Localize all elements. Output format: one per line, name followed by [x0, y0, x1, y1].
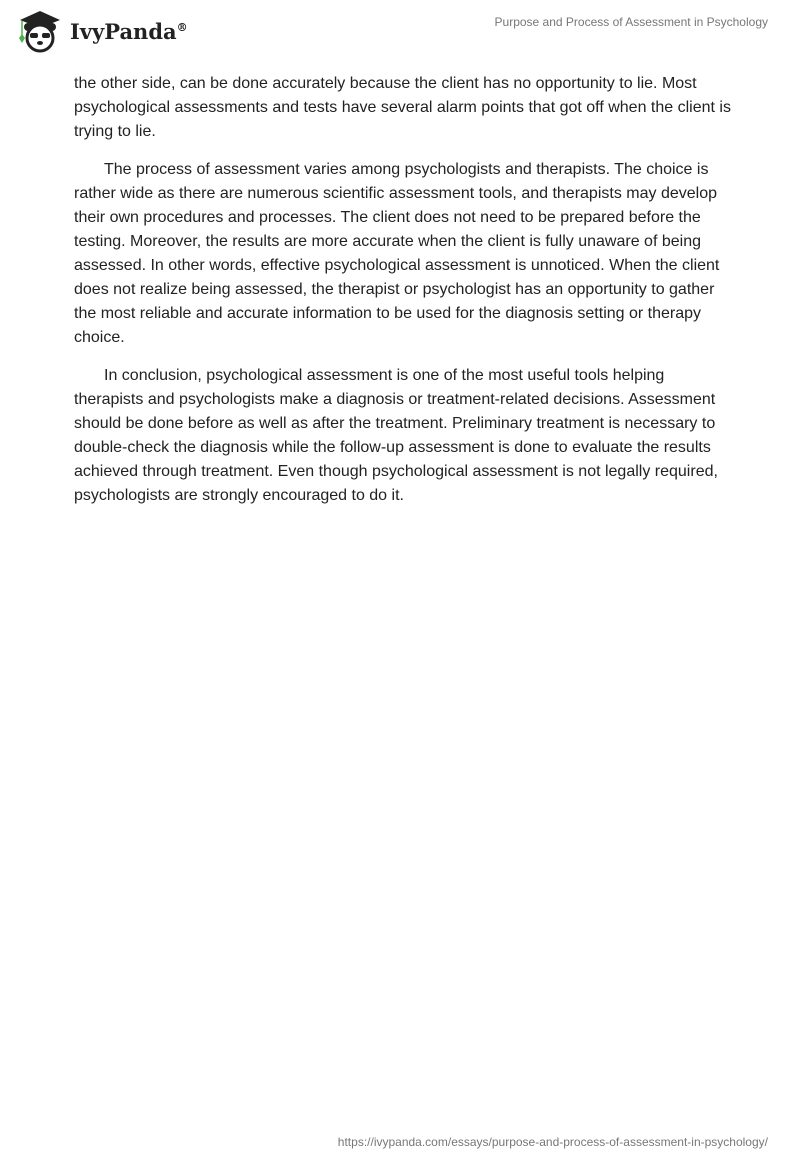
paragraph: In conclusion, psychological assessment is one of the most useful tools helping therapists and psychologists make a diagnosis or treatment-related decisions. Assessment should be done before as well as after the treatment. Preliminary treatment is necessary to double-check the diagnosis while the follow-up assessment is done to evaluate the results achieved through treatment. Even though psychological assessment is not legally required, psychologists are strongly encouraged to do it. [74, 367, 718, 504]
logo-text: IvyPanda [70, 18, 177, 44]
source-url-link[interactable]: https://ivypanda.com/essays/purpose-and-process-of-assessment-in-psychology/ [337, 1135, 768, 1149]
paragraph: The process of assessment varies among psychologists and therapists. The choice is rather wide as there are numerous scientific assessment tools, and therapists may develop their own procedures and processes. The client does not need to be prepared before the testing. Moreover, the results are more accurate when the client is fully unaware of being assessed. In other words, effective psychological assessment is unnoticed. When the client does not realize being assessed, the therapist or psychologist has an opportunity to gather the most reliable and accurate information to be used for the diagnosis setting or therapy choice. [74, 161, 720, 346]
registered-mark: ® [176, 20, 188, 34]
panda-logo-icon [16, 8, 64, 54]
document-title: Purpose and Process of Assessment in Psychology [494, 15, 768, 29]
logo[interactable] [16, 8, 188, 54]
paragraph: the other side, can be done accurately because the client has no opportunity to lie. Most psychological assessments and tests have several alarm points that got off when the client is trying to lie. [74, 75, 731, 140]
essay-body [74, 72, 734, 522]
